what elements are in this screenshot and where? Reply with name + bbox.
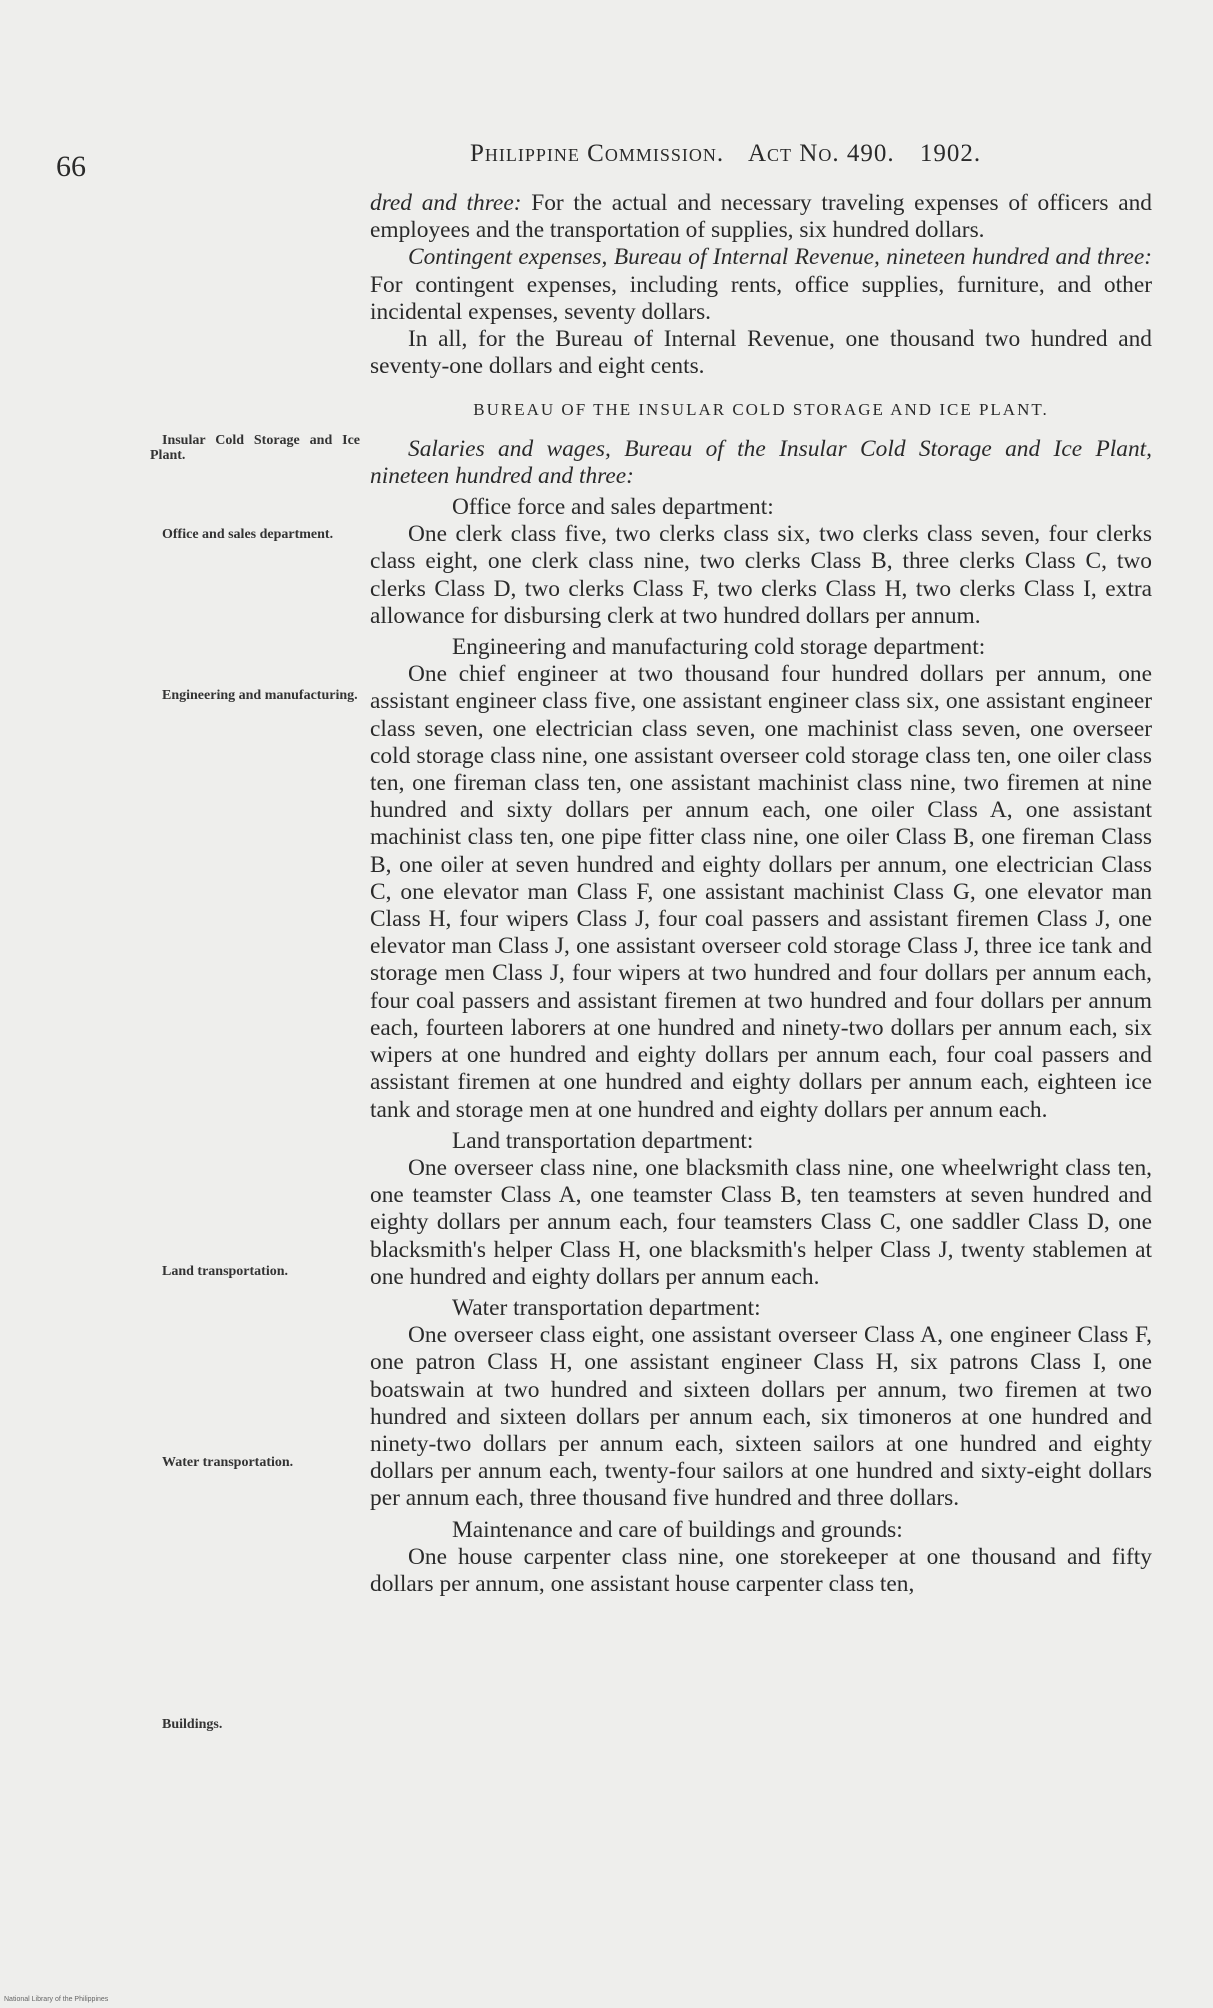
- running-head: [470, 140, 999, 168]
- buildings-text: One house carpenter class nine, one storekeeper at one thousand and fifty dollars per annum, one assistant house carpenter class ten,: [370, 1543, 1152, 1597]
- margin-note-insular: Insular Cold Storage and Ice Plant.: [150, 433, 360, 463]
- document-body: [370, 190, 1152, 1598]
- margin-note-water: Water transportation.: [162, 1455, 294, 1470]
- running-head-title: Philippine Commission.: [470, 140, 725, 167]
- office-heading: Office force and sales department:: [452, 494, 774, 521]
- land-heading: Land transportation department:: [452, 1127, 754, 1154]
- water-text: One overseer class eight, one assistant overseer Class A, one engineer Class F, one patron Class H, one assistant engineer Class H, six patrons Class I, one boatswain at two hundred and sixteen dollars per annum, two firemen at two hundred and sixteen dollars per annum each, six timoneros at one hundred and ninety-two dollars per annum each, sixteen sailors at one hundred and eighty dollars per annum each, twenty-four sailors at one hundred and sixty-eight dollars per annum each, three thousand five hundred and three dollars.: [370, 1322, 1152, 1512]
- page-number: 66: [56, 150, 86, 183]
- engineering-text: One chief engineer at two thousand four hundred dollars per annum, one assistant engineer class five, one assistant engineer class six, one assistant engineer class seven, one electrician class seven, one machinist class seven, one overseer cold storage class nine, one assistant overseer cold storage class ten, one oiler class ten, one fireman class ten, one assistant machinist class nine, two firemen at nine hundred and sixty dollars per annum each, one oiler Class A, one assistant machinist class ten, one pipe fitter class nine, one oiler Class B, one fireman Class B, one oiler at seven hundred and eighty dollars per annum, one electrician Class C, one elevator man Class F, one assistant machinist Class G, one elevator man Class H, four wipers Class J, four coal passers and assistant firemen Class J, one elevator man Class J, one assistant overseer cold storage Class J, three ice tank and storage men Class J, four wipers at two hundred and four dollars per annum each, four coal passers and assistant firemen at two hundred and four dollars per annum each, fourteen laborers at one hundred and ninety-two dollars per annum each, six wipers at one hundred and eighty dollars per annum each, four coal passers and assistant firemen at one hundred and eighty dollars per annum each, eighteen ice tank and storage men at one hundred and eighty dollars per annum each.: [370, 661, 1152, 1123]
- engineering-heading: Engineering and manufacturing cold storage department:: [452, 634, 986, 661]
- paragraph-travel: dred and three: For the actual and necessary traveling expenses of officers and employees and the transportation of supplies, six hundred dollars.: [370, 190, 1152, 244]
- running-head-act: Act No. 490.: [747, 140, 895, 167]
- section-title: BUREAU OF THE INSULAR COLD STORAGE AND ICE PLANT.: [473, 400, 1049, 420]
- margin-note-office: Office and sales department.: [162, 527, 334, 542]
- paragraph-salaries-heading: Salaries and wages, Bureau of the Insular Cold Storage and Ice Plant, nineteen hundred and three:: [370, 435, 1152, 489]
- paragraph-contingent: Contingent expenses, Bureau of Internal Revenue, nineteen hundred and three: For contingent expenses, including rents, office supplies, furniture, and other incidental expenses, seventy dollars.: [370, 244, 1152, 325]
- margin-note-engineering: Engineering and manufacturing.: [162, 688, 358, 703]
- paragraph-total: In all, for the Bureau of Internal Revenue, one thousand two hundred and seventy-one dollars and eight cents.: [370, 326, 1152, 380]
- margin-note-buildings: Buildings.: [162, 1717, 223, 1732]
- running-head-year: 1902.: [919, 140, 982, 167]
- footer-credit: National Library of the Philippines: [4, 1996, 109, 2003]
- water-heading: Water transportation department:: [452, 1294, 761, 1321]
- margin-note-land: Land transportation.: [162, 1264, 289, 1279]
- office-text: One clerk class five, two clerks class six, two clerks class seven, four clerks class eight, one clerk class nine, two clerks Class B, three clerks Class C, two clerks Class D, two clerks Class F, two clerks Class H, two clerks Class I, extra allowance for disbursing clerk at two hundred dollars per annum.: [370, 521, 1152, 629]
- buildings-heading: Maintenance and care of buildings and grounds:: [452, 1516, 903, 1543]
- land-text: One overseer class nine, one blacksmith class nine, one wheelwright class ten, one teamster Class A, one teamster Class B, ten teamsters at seven hundred and eighty dollars per annum each, four teamsters Class C, one saddler Class D, one blacksmith's helper Class H, one blacksmith's helper Class J, twenty stablemen at one hundred and eighty dollars per annum each.: [370, 1154, 1152, 1290]
